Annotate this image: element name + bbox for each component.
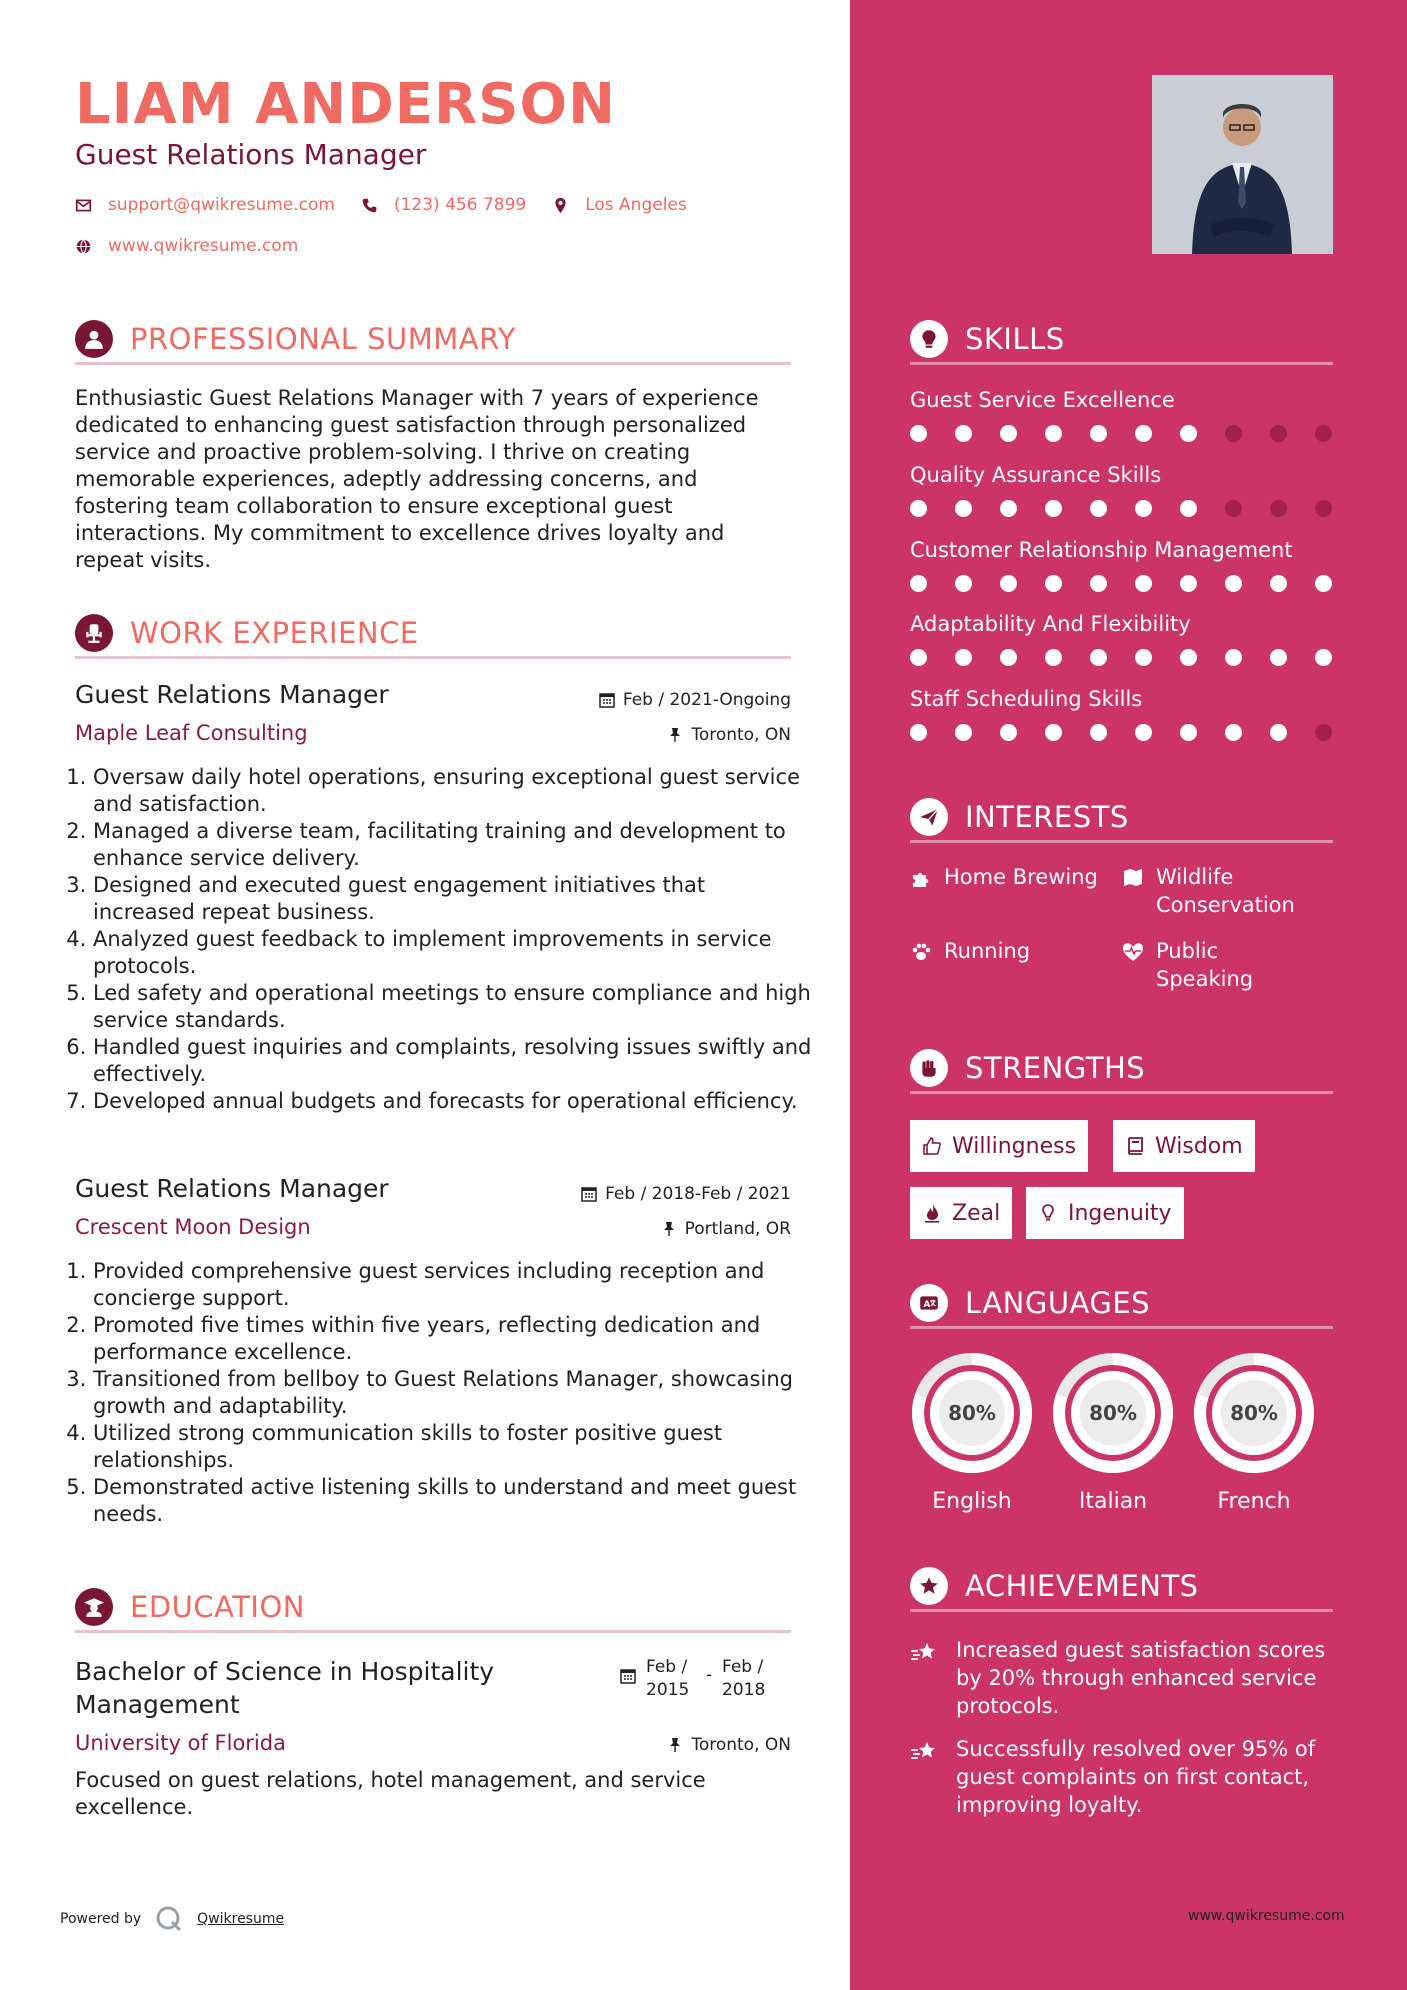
skill-name: Guest Service Excellence [910, 388, 1175, 412]
list-item: 3. Designed and executed guest engagement initiatives that increased repeat business. [93, 872, 813, 926]
profile-photo [1152, 75, 1333, 254]
experience-heading [75, 610, 791, 659]
email-text: support@qwikresume.com [108, 195, 335, 215]
powered-by-text: Powered by [60, 1911, 142, 1927]
school-name: University of Florida [75, 1731, 286, 1755]
skill-dot [955, 724, 972, 741]
language-item [1192, 1351, 1316, 1514]
education-description: Focused on guest relations, hotel management, and service excellence. [75, 1768, 706, 1819]
skill-dot [1000, 724, 1017, 741]
strengths-heading-text: STRENGTHS [965, 1051, 1146, 1085]
skill-dot [1270, 575, 1287, 592]
user-icon [75, 320, 113, 358]
skill-dot [1180, 649, 1197, 666]
heartbeat-icon [1122, 941, 1144, 963]
skill-dot [955, 649, 972, 666]
shooting-star-icon [910, 1741, 938, 1763]
strength-label: Zeal [952, 1200, 1001, 1226]
skill-dot [1180, 575, 1197, 592]
education-location-text: Toronto, ON [691, 1735, 791, 1755]
calendar-icon [599, 692, 615, 708]
list-item: 5. Led safety and operational meetings to ensure compliance and high service standards. [93, 980, 813, 1034]
language-name: Italian [1078, 1489, 1148, 1514]
strength-label: Willingness [952, 1133, 1077, 1159]
interest-label: Running [944, 939, 1031, 963]
shooting-star-icon [910, 1642, 938, 1664]
list-item: 4. Analyzed guest feedback to implement improvements in service protocols. [93, 926, 813, 980]
achievements-heading [910, 1563, 1333, 1612]
skill-dot [1315, 425, 1332, 442]
job-location-text: Toronto, ON [691, 725, 791, 745]
skill-dot [1090, 724, 1107, 741]
skill-rating [910, 500, 1332, 520]
map-pin-icon [552, 197, 569, 214]
location-item [552, 195, 687, 215]
globe-icon [75, 238, 92, 255]
languages-heading [910, 1280, 1333, 1329]
education-heading-text: EDUCATION [130, 1590, 306, 1624]
skill-dot [1180, 425, 1197, 442]
skill-dot [1315, 724, 1332, 741]
calendar-icon [581, 1186, 597, 1202]
summary-heading [75, 316, 791, 365]
job-date-text: Feb / 2018-Feb / 2021 [605, 1184, 791, 1204]
phone-text: (123) 456 7899 [393, 195, 527, 215]
interest-label: Wildlife Conservation [1156, 865, 1295, 917]
calendar-icon [620, 1668, 636, 1684]
strength-chip [1113, 1120, 1255, 1172]
list-item: 7. Developed annual budgets and forecasts for operational efficiency. [93, 1088, 813, 1115]
puzzle-icon [910, 867, 932, 889]
skill-dot [1045, 575, 1062, 592]
list-item: 3. Transitioned from bellboy to Guest Relations Manager, showcasing growth and adaptability. [93, 1366, 813, 1420]
skill-dot [1045, 649, 1062, 666]
skill-dot [1000, 425, 1017, 442]
phone-item[interactable] [361, 195, 526, 215]
location-text: Los Angeles [585, 195, 687, 215]
candidate-name: LIAM ANDERSON [75, 72, 616, 137]
skill-dot [910, 500, 927, 517]
achievement-text: Increased guest satisfaction scores by 20% through enhanced service protocols. [956, 1638, 1326, 1718]
contact-row [75, 195, 687, 215]
summary-text: Enthusiastic Guest Relations Manager with 7 years of experience dedicated to enhancing guest satisfaction through personalized service and proactive problem-solving. I thrive on creating memorable experiences, adeptly addressing concerns, and fostering team collaboration to ensure exceptional guest interactions. My commitment to excellence drives loyalty and repeat visits. [75, 386, 759, 572]
skill-dot [1090, 500, 1107, 517]
skill-dot [1000, 575, 1017, 592]
skill-rating [910, 649, 1332, 669]
skill-dot [910, 649, 927, 666]
skill-name: Adaptability And Flexibility [910, 612, 1191, 636]
skill-rating [910, 724, 1332, 744]
list-item: 4. Utilized strong communication skills to foster positive guest relationships. [93, 1420, 813, 1474]
skill-dot [1045, 724, 1062, 741]
skill-dot [1225, 425, 1242, 442]
strength-label: Ingenuity [1068, 1200, 1172, 1226]
degree-title: Bachelor of Science in Hospitality Management [75, 1657, 495, 1719]
skill-dot [1180, 500, 1197, 517]
skill-dot [910, 425, 927, 442]
education-location [667, 1735, 791, 1755]
language-item [910, 1351, 1034, 1514]
pushpin-icon [667, 1737, 683, 1753]
thumbs-up-icon [922, 1136, 942, 1156]
skill-dot [1225, 649, 1242, 666]
skill-dot [1225, 724, 1242, 741]
job-location [667, 725, 791, 745]
skill-dot [1135, 500, 1152, 517]
language-percent: 80% [1089, 1401, 1137, 1425]
skill-dot [910, 724, 927, 741]
graduate-icon [75, 1588, 113, 1626]
footer-website[interactable]: www.qwikresume.com [1188, 1908, 1345, 1924]
language-percent: 80% [948, 1401, 996, 1425]
flame-icon [922, 1203, 942, 1223]
email-item[interactable] [75, 195, 335, 215]
paper-plane-icon [910, 798, 948, 836]
job-duties [75, 764, 813, 1115]
brand-link[interactable]: Qwikresume [197, 1911, 285, 1927]
skill-dot [1270, 500, 1287, 517]
pushpin-icon [667, 727, 683, 743]
language-percent: 80% [1230, 1401, 1278, 1425]
skill-rating [910, 425, 1332, 445]
interests-heading [910, 794, 1333, 843]
job-title: Guest Relations Manager [75, 680, 389, 709]
candidate-title: Guest Relations Manager [75, 138, 427, 171]
skill-dot [955, 425, 972, 442]
svg-text:A: A [923, 1299, 931, 1310]
fist-icon [910, 1049, 948, 1087]
skill-name: Quality Assurance Skills [910, 463, 1162, 487]
skill-dot [1045, 425, 1062, 442]
website-item[interactable] [75, 236, 298, 256]
experience-heading-text: WORK EXPERIENCE [130, 616, 419, 650]
language-progress-ring [1192, 1351, 1316, 1475]
phone-icon [361, 197, 378, 214]
job-title: Guest Relations Manager [75, 1174, 389, 1203]
language-item [1051, 1351, 1175, 1514]
list-item: 5. Demonstrated active listening skills to understand and meet guest needs. [93, 1474, 813, 1528]
strength-chip [910, 1187, 1012, 1239]
education-dates: Feb / 2015 - Feb / 2018 [620, 1656, 774, 1702]
pushpin-icon [661, 1221, 677, 1237]
envelope-icon [75, 197, 92, 214]
skill-rating [910, 575, 1332, 595]
strength-chip [1026, 1187, 1184, 1239]
skill-dot [1090, 649, 1107, 666]
qwikresume-logo-icon [155, 1905, 183, 1933]
strength-chip [910, 1120, 1088, 1172]
skill-dot [1000, 500, 1017, 517]
lightbulb-icon [1038, 1203, 1058, 1223]
skill-dot [955, 500, 972, 517]
book-icon [1125, 1136, 1145, 1156]
list-item: 6. Handled guest inquiries and complaints, resolving issues swiftly and effectively. [93, 1034, 813, 1088]
skill-dot [955, 575, 972, 592]
job-location-text: Portland, OR [684, 1219, 791, 1239]
skill-dot [910, 575, 927, 592]
job-duties [75, 1258, 813, 1528]
job-company: Maple Leaf Consulting [75, 721, 308, 745]
interest-label: Home Brewing [944, 865, 1098, 889]
job-date-text: Feb / 2021-Ongoing [622, 690, 791, 710]
skill-dot [1135, 425, 1152, 442]
skill-dot [1135, 724, 1152, 741]
skill-dot [1135, 649, 1152, 666]
language-name: English [932, 1489, 1012, 1514]
skill-dot [1135, 575, 1152, 592]
person-photo-illustration [1152, 75, 1333, 254]
list-item: 2. Promoted five times within five years, reflecting dedication and performance excellence. [93, 1312, 813, 1366]
language-progress-ring [1051, 1351, 1175, 1475]
interests-heading-text: INTERESTS [965, 800, 1129, 834]
map-icon [1122, 867, 1144, 889]
skill-name: Staff Scheduling Skills [910, 687, 1143, 711]
skill-dot [1090, 425, 1107, 442]
translate-icon [910, 1284, 948, 1322]
list-item: 1. Provided comprehensive guest services including reception and concierge support. [93, 1258, 813, 1312]
language-name: French [1217, 1489, 1291, 1514]
skill-dot [1225, 575, 1242, 592]
job-company: Crescent Moon Design [75, 1215, 311, 1239]
skill-dot [1315, 649, 1332, 666]
languages-heading-text: LANGUAGES [965, 1286, 1151, 1320]
job-date [581, 1184, 791, 1204]
language-progress-ring [910, 1351, 1034, 1475]
achievement-text: Successfully resolved over 95% of guest complaints on first contact, improving loyalty. [956, 1737, 1316, 1817]
skill-dot [1315, 500, 1332, 517]
paw-icon [910, 941, 932, 963]
footer-powered-by [60, 1905, 284, 1933]
skill-dot [1180, 724, 1197, 741]
skill-dot [1270, 425, 1287, 442]
office-chair-icon [75, 614, 113, 652]
skill-dot [1045, 500, 1062, 517]
skill-dot [1090, 575, 1107, 592]
job-date [599, 690, 791, 710]
skill-dot [1315, 575, 1332, 592]
strength-label: Wisdom [1155, 1133, 1243, 1159]
website-text: www.qwikresume.com [108, 236, 299, 256]
skills-heading [910, 316, 1333, 365]
skill-dot [1225, 500, 1242, 517]
education-heading [75, 1584, 791, 1633]
skill-dot [1270, 724, 1287, 741]
education-start-date: Feb / 2015 [646, 1657, 690, 1700]
strengths-heading [910, 1045, 1333, 1094]
skill-dot [1270, 649, 1287, 666]
achievements-heading-text: ACHIEVEMENTS [965, 1569, 1199, 1603]
skill-name: Customer Relationship Management [910, 538, 1293, 562]
list-item: 1. Oversaw daily hotel operations, ensuring exceptional guest service and satisfaction. [93, 764, 813, 818]
skill-dot [1000, 649, 1017, 666]
list-item: 2. Managed a diverse team, facilitating training and development to enhance service delivery. [93, 818, 813, 872]
skills-heading-text: SKILLS [965, 322, 1065, 356]
job-location [661, 1219, 791, 1239]
interest-label: Public Speaking [1156, 939, 1254, 991]
education-end-date: Feb / 2018 [722, 1657, 766, 1700]
star-badge-icon [910, 1567, 948, 1605]
summary-heading-text: PROFESSIONAL SUMMARY [130, 322, 517, 356]
lightbulb-icon [910, 320, 948, 358]
